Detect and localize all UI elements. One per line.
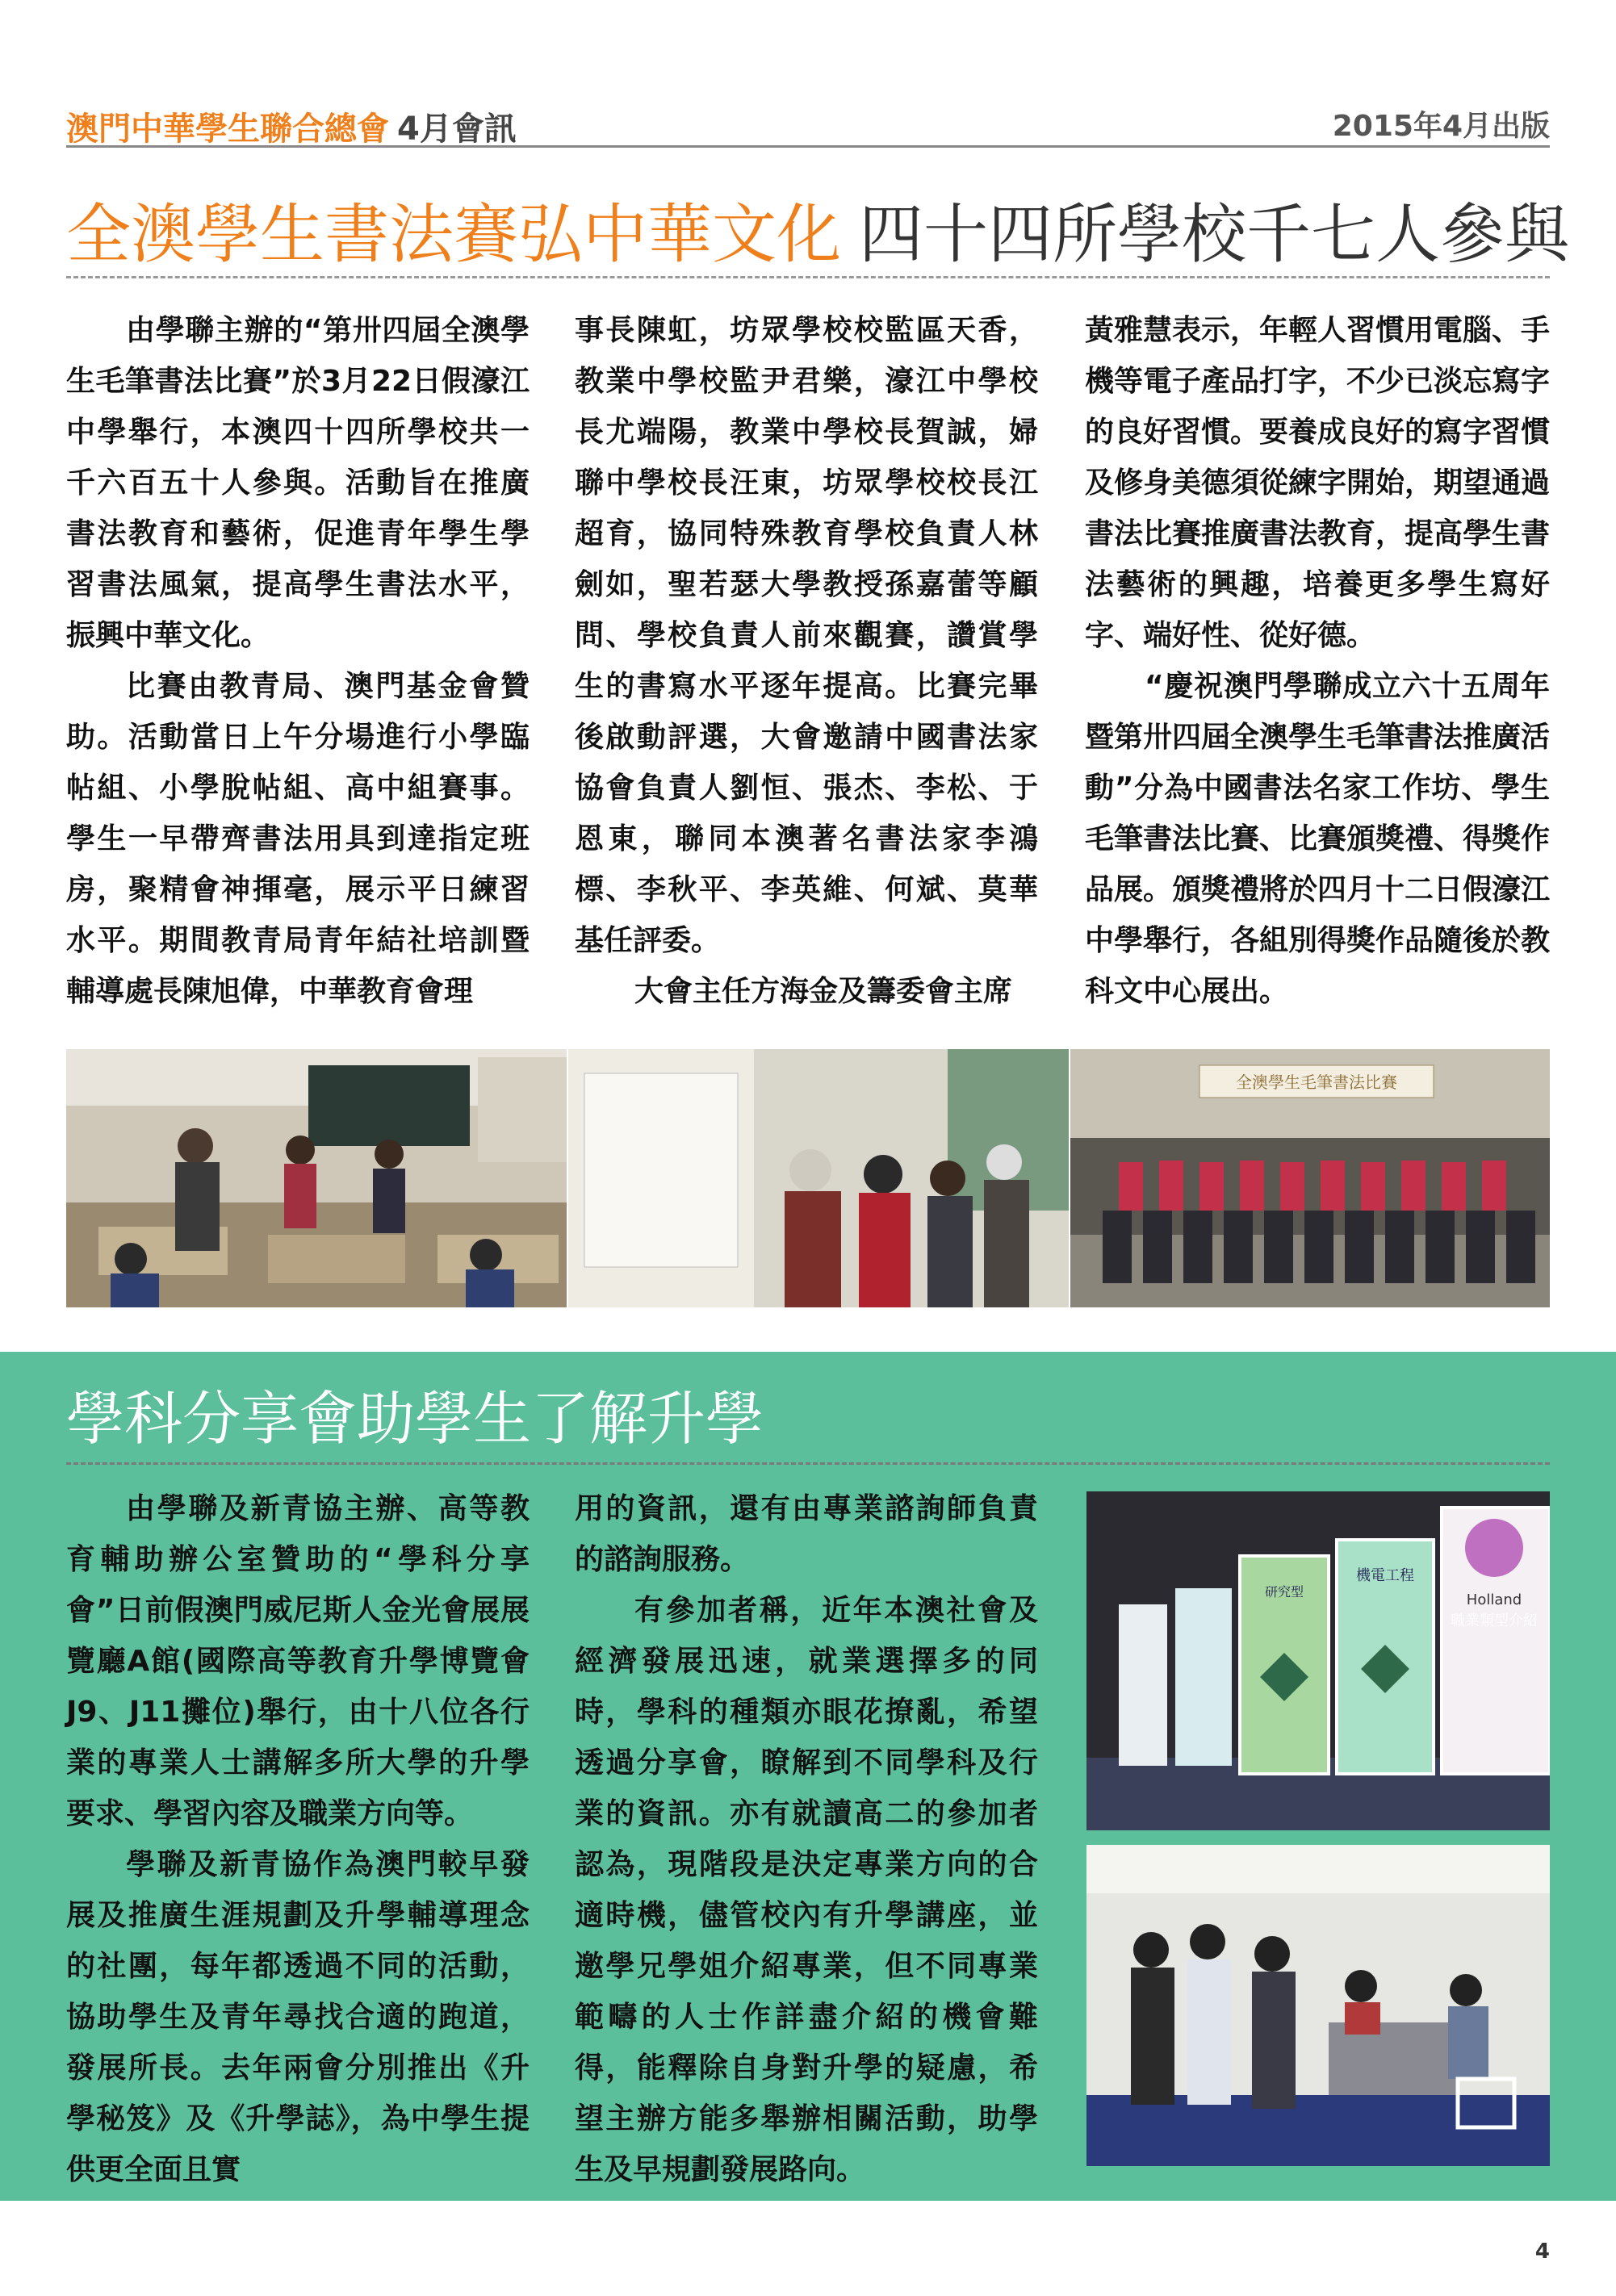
org-name: 澳門中華學生聯合總會 xyxy=(66,111,389,148)
article2-column-1 xyxy=(66,1483,530,2195)
header-divider xyxy=(66,145,1550,148)
page-number: 4 xyxy=(1534,2240,1550,2264)
article1-column-2 xyxy=(575,305,1038,1017)
article1-title-sub: 四十四所學校千七人參與 xyxy=(859,197,1569,272)
paragraph: 大會主任方海金及籌委會主席 xyxy=(634,975,1013,1008)
publish-date: 2015年4月出版 xyxy=(1332,110,1550,143)
paragraph: “慶祝澳門學聯成立六十五周年暨第卅四屆全澳學生毛筆書法推廣活動”分為中國書法名家工作坊、學生毛筆書法比賽、比賽頒獎禮、得獎作品展。頒獎禮將於四月十二日假濠江中學舉行，各組別得獎作品隨後於教科文中心展出。 xyxy=(1085,670,1551,1008)
paragraph: 黃雅慧表示，年輕人習慣用電腦、手機等電子產品打字，不少已淡忘寫字的良好習慣。要養成良好的寫字習慣及修身美德須從練字開始，期望通過書法比賽推廣書法教育，提高學生書法藝術的興趣，培養更多學生寫好字、端好性、從好德。 xyxy=(1085,314,1551,652)
photo-exhibition-panels xyxy=(1086,1491,1550,1830)
photo-consultation-booth xyxy=(1086,1845,1550,2166)
paragraph: 用的資訊，還有由專業諮詢師負責的諮詢服務。 xyxy=(575,1492,1038,1576)
article1-headline xyxy=(66,182,1569,275)
article1-divider xyxy=(66,276,1550,278)
article1-title-main: 全澳學生書法賽弘中華文化 xyxy=(66,197,841,272)
paragraph: 比賽由教青局、澳門基金會贊助。活動當日上午分場進行小學臨帖組、小學脫帖組、高中組賽事。學生一早帶齊書法用具到達指定班房，聚精會神揮毫，展示平日練習水平。期間教青局青年結社培訓暨輔導處長陳旭偉，中華教育會理 xyxy=(66,670,530,1008)
article1-column-1 xyxy=(66,305,530,1017)
paragraph: 由學聯主辦的“第卅四屆全澳學生毛筆書法比賽”於3月22日假濠江中學舉行，本澳四十四所學校共一千六百五十人參與。活動旨在推廣書法教育和藝術，促進青年學生學習書法風氣，提高學生書法水平，振興中華文化。 xyxy=(66,314,530,652)
article2-headline: 學科分享會助學生了解升學 xyxy=(66,1385,764,1453)
article2-column-2 xyxy=(575,1483,1038,2195)
poster-label: 機電工程 xyxy=(1356,1567,1414,1584)
paragraph: 事長陳虹，坊眾學校校監區天香，教業中學校監尹君樂，濠江中學校長尤端陽，教業中學校長賀誠，婦聯中學校長汪東，坊眾學校校長江超育，協同特殊教育學校負責人林劍如，聖若瑟大學教授孫嘉蕾等顧問、學校負責人前來觀賽，讚賞學生的書寫水平逐年提高。比賽完畢後啟動評選，大會邀請中國書法家協會負責人劉恒、張杰、李松、于恩東，聯同本澳著名書法家李鴻標、李秋平、李英維、何斌、莫華基任評委。 xyxy=(575,314,1038,957)
article2-divider xyxy=(66,1462,1550,1465)
issue-label: 4月會訊 xyxy=(397,111,517,148)
poster-label: 研究型 xyxy=(1264,1584,1304,1600)
photo-group-portrait xyxy=(1070,1049,1550,1307)
article1-column-3 xyxy=(1085,305,1550,1017)
poster-title: 職業類型介紹 xyxy=(1451,1612,1538,1629)
newsletter-masthead xyxy=(66,103,517,149)
photo-guests-touring xyxy=(568,1049,1069,1307)
banner-text: 全澳學生毛筆書法比賽 xyxy=(1236,1073,1397,1092)
photo-classroom-competition xyxy=(66,1049,567,1307)
paragraph: 有參加者稱，近年本澳社會及經濟發展迅速，就業選擇多的同時，學科的種類亦眼花撩亂，希望透過分享會，瞭解到不同學科及行業的資訊。亦有就讀高二的參加者認為，現階段是決定專業方向的合適時機，儘管校內有升學講座，並邀學兄學姐介紹專業，但不同專業範疇的人士作詳盡介紹的機會難得，能釋除自身對升學的疑慮，希望主辦方能多舉辦相關活動，助學生及早規劃發展路向。 xyxy=(575,1594,1038,2186)
paragraph: 由學聯及新青協主辦、高等教育輔助辦公室贊助的“學科分享會”日前假澳門威尼斯人金光會展展覽廳A館(國際高等教育升學博覽會J9、J11攤位)舉行，由十八位各行業的專業人士講解多所大學的升學要求、學習內容及職業方向等。 xyxy=(66,1492,530,1830)
poster-holland: Holland xyxy=(1466,1591,1522,1608)
paragraph: 學聯及新青協作為澳門較早發展及推廣生涯規劃及升學輔導理念的社團，每年都透過不同的活動，協助學生及青年尋找合適的跑道，發展所長。去年兩會分別推出《升學秘笈》及《升學誌》，為中學生提供更全面且實 xyxy=(66,1848,530,2186)
